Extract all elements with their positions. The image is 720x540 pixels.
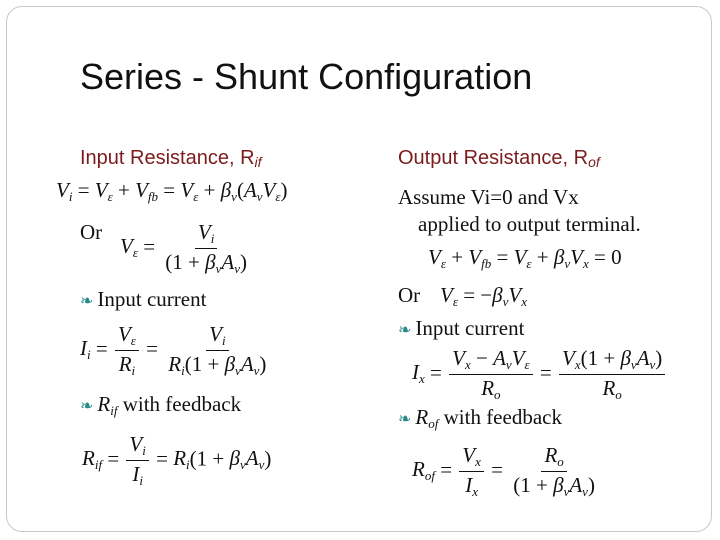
input-resistance-heading: Input Resistance, $R_{if}$ — [80, 147, 262, 170]
equation-text-alternatives — [0, 0, 1, 1]
eq-text-left-1 — [0, 0, 1, 1]
equation-vi: $V_i = V_\varepsilon + V_{fb} = V_\varepsilon + \beta_v(A_vV_\varepsilon)$ — [56, 178, 288, 204]
equation-vepsilon-right: $V_\varepsilon = -\beta_vV_x$ — [440, 283, 527, 309]
bullet-input-current-right: ❧ Input current — [398, 316, 525, 340]
bullet-icon: ❧ — [398, 411, 412, 428]
equation-ix: $I_x$ = $\frac{V_x - A_vV_\varepsilon}{R_o}$ = $\frac{V_x(1 + \beta_vA_v)}{R_o}$ — [412, 346, 667, 403]
bullet-icon: ❧ — [80, 293, 94, 310]
assume-line-1: Assume Vi=0 and Vx — [398, 185, 579, 209]
assume-line-2: applied to output terminal. — [418, 212, 641, 236]
bullet-input-current-left: ❧ Input current — [80, 287, 207, 311]
equation-rof: $R_{of}$ = $\frac{V_x}{I_x}$ = $\frac{R_o}{(1 + \beta_vA_v)}$ — [412, 443, 595, 499]
slide-title: Series - Shunt Configuration — [80, 56, 533, 97]
bullet-rof-feedback: ❧ $R_{of}$ with feedback — [398, 405, 562, 431]
equation-ii: $I_i$ = $\frac{V_\varepsilon}{R_i}$ = $\frac{V_i}{R_i(1 + \beta_vA_v)}$ — [80, 322, 267, 378]
equation-rif: $R_{if}$ = $\frac{V_i}{I_i}$ = $R_i(1 + \beta_vA_v)$ — [82, 432, 272, 488]
or-label-right: Or — [398, 283, 421, 307]
output-resistance-heading: Output Resistance, $R_{of}$ — [398, 147, 600, 170]
equation-vepsilon: $V_\varepsilon$ = $\frac{V_i}{(1 + \beta_vA_v)}$ — [120, 220, 247, 276]
bullet-icon: ❧ — [80, 398, 94, 415]
equation-sum-zero: $V_\varepsilon + V_{fb} = V_\varepsilon + \beta_vV_x = 0$ — [428, 245, 622, 271]
or-label-left: Or — [80, 220, 103, 244]
bullet-rif-feedback: ❧ $R_{if}$ with feedback — [80, 392, 242, 418]
bullet-icon: ❧ — [398, 322, 412, 339]
